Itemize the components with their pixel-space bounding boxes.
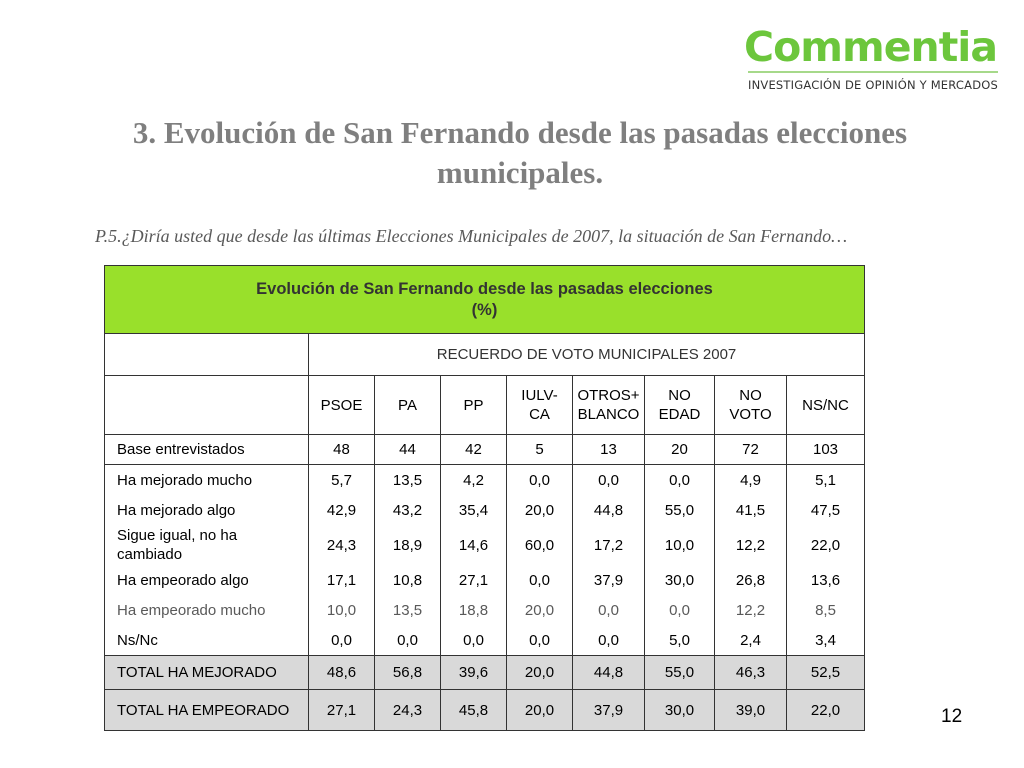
table-cell: 12,2 (715, 525, 787, 565)
table-cell: 18,9 (375, 525, 441, 565)
column-header-row (105, 376, 865, 435)
column-header-text: PP (463, 396, 484, 414)
base-value: 20 (645, 435, 715, 465)
table-cell: 2,4 (715, 625, 787, 656)
row-label: Ha empeorado mucho (105, 595, 309, 625)
table-cell: 13,6 (787, 565, 865, 595)
row-label: TOTAL HA MEJORADO (105, 656, 309, 690)
table-title-row (105, 266, 865, 334)
base-value: 44 (375, 435, 441, 465)
group-header: RECUERDO DE VOTO MUNICIPALES 2007 (309, 334, 865, 376)
base-value: 48 (309, 435, 375, 465)
column-header (309, 376, 375, 435)
column-header (507, 376, 573, 435)
table-cell: 0,0 (573, 625, 645, 656)
logo-tagline: INVESTIGACIÓN DE OPINIÓN Y MERCADOS (748, 78, 998, 92)
row-label: Ha mejorado mucho (105, 465, 309, 496)
table-row (105, 465, 865, 496)
table-cell: 0,0 (309, 625, 375, 656)
table-cell: 5,1 (787, 465, 865, 496)
survey-question: P.5.¿Diría usted que desde las últimas Elecciones Municipales de 2007, la situación de San Fernando… (95, 226, 848, 246)
total-cell: 52,5 (787, 656, 865, 690)
table-cell: 47,5 (787, 495, 865, 525)
table-cell: 42,9 (309, 495, 375, 525)
column-header-text: IULV- (521, 387, 558, 404)
row-label: TOTAL HA EMPEORADO (105, 690, 309, 731)
column-header (441, 376, 507, 435)
table-cell: 17,2 (573, 525, 645, 565)
empty-corner-cell (105, 376, 309, 435)
column-header-text: BLANCO (577, 406, 640, 423)
column-header-text: NS/NC (802, 396, 849, 414)
table-cell: 0,0 (441, 625, 507, 656)
total-cell: 44,8 (573, 656, 645, 690)
base-value: 42 (441, 435, 507, 465)
table-cell: 0,0 (645, 465, 715, 496)
base-value: 72 (715, 435, 787, 465)
total-cell: 39,0 (715, 690, 787, 731)
total-cell: 48,6 (309, 656, 375, 690)
column-header-text: VOTO (729, 406, 772, 423)
column-header (375, 376, 441, 435)
table-cell: 4,9 (715, 465, 787, 496)
table-cell: 43,2 (375, 495, 441, 525)
table-cell: 13,5 (375, 595, 441, 625)
total-cell: 37,9 (573, 690, 645, 731)
table-title-line2: (%) (471, 300, 498, 319)
commentia-logo (744, 22, 1000, 92)
table-cell: 18,8 (441, 595, 507, 625)
column-header-text: CA (529, 406, 550, 423)
table-cell: 26,8 (715, 565, 787, 595)
slide-title: 3. Evolución de San Fernando desde las pasadas elecciones municipales. (132, 115, 908, 190)
total-cell: 39,6 (441, 656, 507, 690)
row-label: Ns/Nc (105, 625, 309, 656)
table-row (105, 625, 865, 656)
base-value: 103 (787, 435, 865, 465)
column-header-text: NO (668, 387, 691, 404)
table-cell: 35,4 (441, 495, 507, 525)
table-cell: 60,0 (507, 525, 573, 565)
table-cell: 20,0 (507, 495, 573, 525)
base-value: 5 (507, 435, 573, 465)
total-cell: 46,3 (715, 656, 787, 690)
table-cell: 37,9 (573, 565, 645, 595)
total-cell: 20,0 (507, 656, 573, 690)
table-cell: 17,1 (309, 565, 375, 595)
column-header-text: NO (739, 387, 762, 404)
table-cell: 0,0 (507, 625, 573, 656)
total-cell: 24,3 (375, 690, 441, 731)
table-cell: 4,2 (441, 465, 507, 496)
table-cell: 44,8 (573, 495, 645, 525)
column-header-text: PSOE (320, 396, 363, 414)
logo-divider (748, 71, 998, 73)
base-value: 13 (573, 435, 645, 465)
total-row (105, 690, 865, 731)
table-row (105, 595, 865, 625)
total-cell: 20,0 (507, 690, 573, 731)
column-header-text: EDAD (658, 406, 701, 423)
table-cell: 10,0 (645, 525, 715, 565)
table-cell: 5,0 (645, 625, 715, 656)
total-cell: 45,8 (441, 690, 507, 731)
table-cell: 0,0 (507, 565, 573, 595)
total-row (105, 656, 865, 690)
total-cell: 55,0 (645, 656, 715, 690)
row-label: Ha empeorado algo (105, 565, 309, 595)
table-title (105, 266, 865, 334)
table-cell: 24,3 (309, 525, 375, 565)
column-header-text: OTROS+ (577, 387, 640, 404)
column-header (787, 376, 865, 435)
total-cell: 56,8 (375, 656, 441, 690)
row-label: Sigue igual, no ha cambiado (105, 525, 309, 565)
table-cell: 22,0 (787, 525, 865, 565)
column-header (645, 376, 715, 435)
table-cell: 14,6 (441, 525, 507, 565)
empty-corner-cell (105, 334, 309, 376)
table-cell: 27,1 (441, 565, 507, 595)
table-cell: 41,5 (715, 495, 787, 525)
total-cell: 30,0 (645, 690, 715, 731)
table-cell: 5,7 (309, 465, 375, 496)
table-row (105, 495, 865, 525)
row-label: Base entrevistados (105, 435, 309, 465)
results-table (104, 265, 865, 731)
table-cell: 0,0 (573, 465, 645, 496)
table-cell: 12,2 (715, 595, 787, 625)
column-header (573, 376, 645, 435)
table-cell: 3,4 (787, 625, 865, 656)
column-header (715, 376, 787, 435)
total-cell: 22,0 (787, 690, 865, 731)
total-cell: 27,1 (309, 690, 375, 731)
table-cell: 0,0 (645, 595, 715, 625)
table-cell: 0,0 (573, 595, 645, 625)
column-header-text: PA (398, 396, 417, 414)
table-cell: 10,0 (309, 595, 375, 625)
table-title-line1: Evolución de San Fernando desde las pasadas elecciones (256, 279, 713, 298)
row-label: Ha mejorado algo (105, 495, 309, 525)
table-cell: 0,0 (507, 465, 573, 496)
logo-wordmark: Commentia (744, 23, 998, 71)
table-cell: 55,0 (645, 495, 715, 525)
group-header-row (105, 334, 865, 376)
table-cell: 10,8 (375, 565, 441, 595)
table-cell: 13,5 (375, 465, 441, 496)
table-row (105, 565, 865, 595)
table-cell: 8,5 (787, 595, 865, 625)
page-number: 12 (941, 706, 963, 727)
table-cell: 20,0 (507, 595, 573, 625)
base-row (105, 435, 865, 465)
table-cell: 30,0 (645, 565, 715, 595)
table-cell: 0,0 (375, 625, 441, 656)
table-row (105, 525, 865, 565)
